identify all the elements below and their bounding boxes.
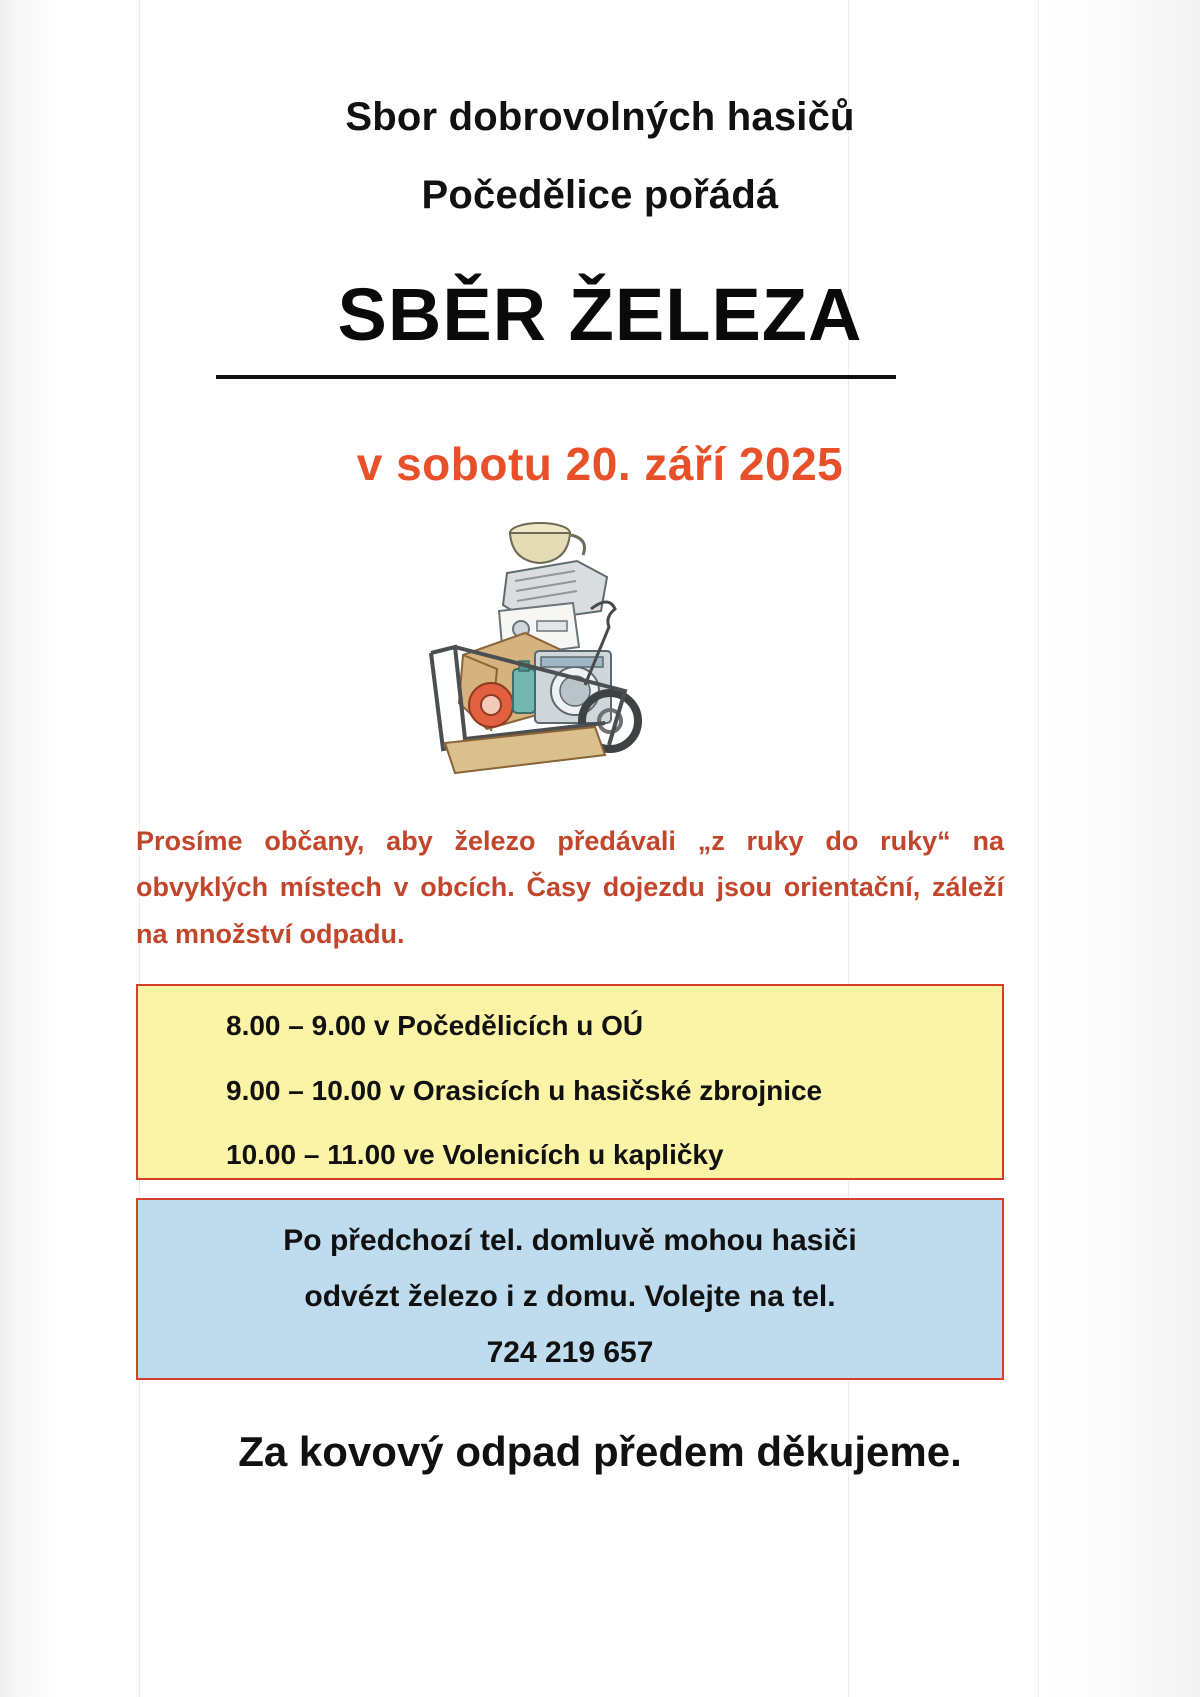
event-date: v sobotu 20. září 2025: [356, 438, 844, 490]
schedule-box: [136, 984, 1004, 1180]
notice-text: Prosíme občany, aby železo předávali „z ruky do ruky“ na obvyklých místech v obcích. Časy dojezdu jsou orientační, záleží na množství odpadu.: [136, 826, 1004, 949]
organizer-line-2: Počedělice pořádá: [421, 173, 779, 217]
phone-note-box: [136, 1198, 1004, 1380]
thanks-text: Za kovový odpad předem děkujeme.: [238, 1428, 962, 1475]
schedule-item: 8.00 – 9.00 v Počedělicích u OÚ: [226, 1010, 644, 1041]
page-title: SBĚR ŽELEZA: [337, 273, 863, 356]
organizer-line-1: Sbor dobrovolných hasičů: [345, 95, 855, 139]
schedule-item: 9.00 – 10.00 v Orasicích u hasičské zbrojnice: [226, 1075, 823, 1106]
scrap-metal-cart-illustration: [395, 505, 685, 790]
phone-note-line-1: Po předchozí tel. domluvě mohou hasiči: [283, 1224, 857, 1257]
schedule-item: 10.00 – 11.00 ve Volenicích u kapličky: [226, 1139, 724, 1170]
phone-number: 724 219 657: [486, 1336, 654, 1369]
phone-note-line-2: odvézt železo i z domu. Volejte na tel.: [304, 1280, 836, 1313]
title-underline: [216, 375, 896, 379]
